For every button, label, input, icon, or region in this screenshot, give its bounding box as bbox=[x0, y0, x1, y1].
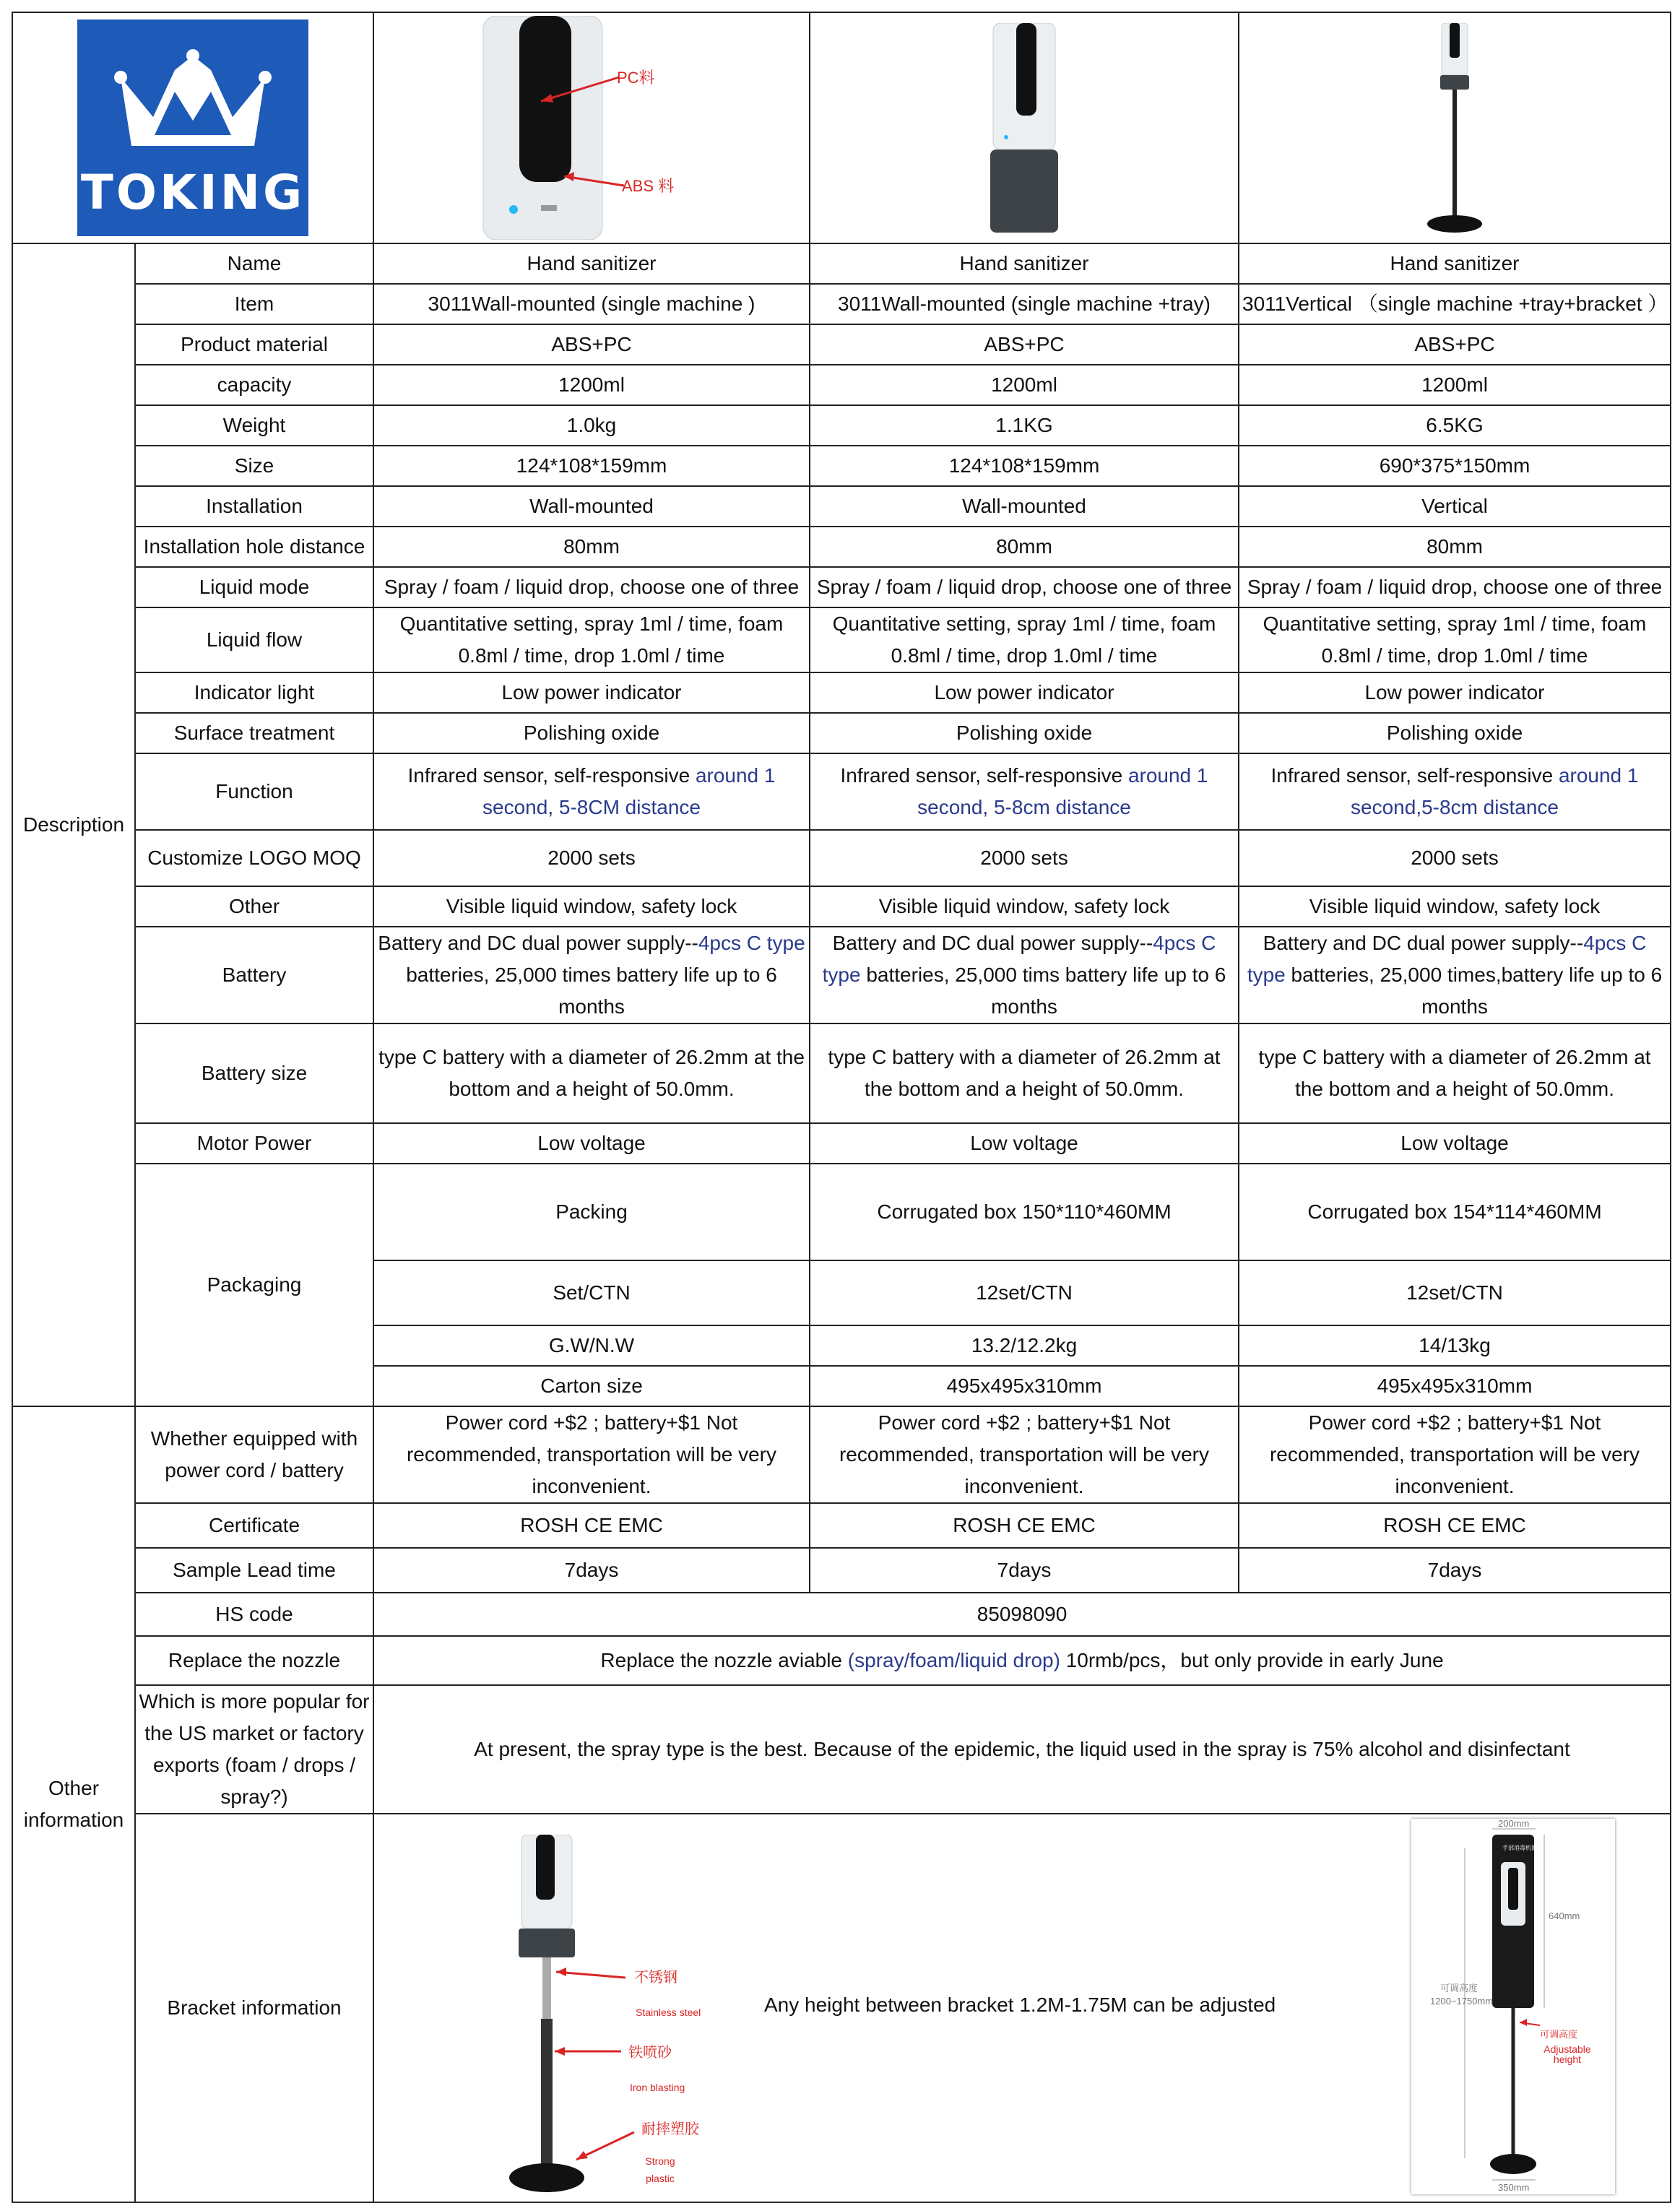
cell-value: 12set/CTN bbox=[1239, 1260, 1671, 1325]
row-power-cord bbox=[12, 1406, 1671, 1503]
cell-value: 80mm bbox=[1239, 527, 1671, 567]
battery-text: batteries, 25,000 tims battery life up to 6 months bbox=[860, 964, 1226, 1018]
row-popular bbox=[12, 1685, 1671, 1814]
dim-adjust-cn: 可调高度 bbox=[1540, 2029, 1578, 2040]
label-surface: Surface treatment bbox=[135, 713, 373, 753]
hs-code-value: 85098090 bbox=[373, 1593, 1671, 1636]
cell-value: ABS+PC bbox=[810, 324, 1239, 365]
cell-value: 3011Wall-mounted (single machine ) bbox=[373, 284, 810, 324]
bracket-description: Any height between bracket 1.2M-1.75M can be adjusted bbox=[764, 1994, 1276, 2016]
cell-value: Spray / foam / liquid drop, choose one of three bbox=[373, 567, 810, 607]
row-size bbox=[12, 446, 1671, 486]
cell-value: Wall-mounted bbox=[373, 486, 810, 527]
label-item: Item bbox=[135, 284, 373, 324]
cell-value: 2000 sets bbox=[1239, 830, 1671, 886]
dim-bottom: 350mm bbox=[1498, 2182, 1530, 2193]
cell-value: 6.5KG bbox=[1239, 405, 1671, 446]
cell-value: Wall-mounted bbox=[810, 486, 1239, 527]
label-other: Other bbox=[135, 886, 373, 927]
cell-value: 1200ml bbox=[1239, 365, 1671, 405]
cell-value: ABS+PC bbox=[373, 324, 810, 365]
cell-value: 124*108*159mm bbox=[810, 446, 1239, 486]
row-liquid-mode bbox=[12, 567, 1671, 607]
row-lead-time bbox=[12, 1548, 1671, 1593]
cell-value: ROSH CE EMC bbox=[1239, 1503, 1671, 1548]
product-image-cell-3 bbox=[1239, 12, 1671, 243]
label-hs-code: HS code bbox=[135, 1593, 373, 1636]
logo-cell bbox=[12, 12, 373, 243]
section-description: Description bbox=[12, 243, 135, 1406]
cell-value: Low power indicator bbox=[373, 672, 810, 713]
cell-value: 495x495x310mm bbox=[1239, 1366, 1671, 1406]
cell-value: 124*108*159mm bbox=[373, 446, 810, 486]
label-logo-moq: Customize LOGO MOQ bbox=[135, 830, 373, 886]
dim-adjust-en: Adjustable height bbox=[1543, 2043, 1591, 2065]
cell-value: 7days bbox=[1239, 1548, 1671, 1593]
cell-value: 3011Vertical （single machine +tray+bracket ） bbox=[1239, 284, 1671, 324]
battery-text: batteries, 25,000 times battery life up to 6 months bbox=[406, 964, 777, 1018]
battery-text: Battery and DC dual power supply-- bbox=[378, 932, 698, 954]
cell-value: Polishing oxide bbox=[810, 713, 1239, 753]
cell-value: Low voltage bbox=[1239, 1123, 1671, 1164]
label-lead-time: Sample Lead time bbox=[135, 1548, 373, 1593]
cell-value: type C battery with a diameter of 26.2mm at the bottom and a height of 50.0mm. bbox=[1239, 1023, 1671, 1123]
row-item bbox=[12, 284, 1671, 324]
row-installation bbox=[12, 486, 1671, 527]
label-weight: Weight bbox=[135, 405, 373, 446]
callout-plastic-en: Strong plastic bbox=[645, 2155, 675, 2184]
cell-value: 14/13kg bbox=[1239, 1325, 1671, 1366]
row-bracket bbox=[12, 1814, 1671, 2202]
battery-text: Battery and DC dual power supply-- bbox=[832, 932, 1153, 954]
cell-value: type C battery with a diameter of 26.2mm at the bottom and a height of 50.0mm. bbox=[810, 1023, 1239, 1123]
cell-value: Power cord +$2 ; battery+$1 Not recommended, transportation will be very inconvenient. bbox=[810, 1406, 1239, 1503]
cell-value: Polishing oxide bbox=[1239, 713, 1671, 753]
row-motor bbox=[12, 1123, 1671, 1164]
nozzle-text: 10rmb/pcs，but only provide in early June bbox=[1060, 1649, 1444, 1671]
product-image-wall-mounted bbox=[469, 16, 714, 240]
label-liquid-flow: Liquid flow bbox=[135, 607, 373, 672]
label-power-cord: Whether equipped with power cord / battery bbox=[135, 1406, 373, 1503]
row-indicator bbox=[12, 672, 1671, 713]
cell-value: Visible liquid window, safety lock bbox=[810, 886, 1239, 927]
label-capacity: capacity bbox=[135, 365, 373, 405]
cell-value: ABS+PC bbox=[1239, 324, 1671, 365]
callout-iron-cn: 铁喷砂 bbox=[628, 2045, 672, 2061]
row-battery bbox=[12, 927, 1671, 1023]
row-capacity bbox=[12, 365, 1671, 405]
label-motor: Motor Power bbox=[135, 1123, 373, 1164]
toking-logo bbox=[77, 20, 308, 236]
label-hole-distance: Installation hole distance bbox=[135, 527, 373, 567]
function-text: Infrared sensor, self-responsive bbox=[407, 764, 696, 787]
label-popular: Which is more popular for the US market or factory exports (foam / drops / spray?) bbox=[135, 1685, 373, 1814]
battery-text-highlight: 4pcs C type bbox=[822, 932, 1216, 986]
crown-icon bbox=[110, 48, 276, 157]
cell-value: Visible liquid window, safety lock bbox=[373, 886, 810, 927]
cell-value: Quantitative setting, spray 1ml / time, foam 0.8ml / time, drop 1.0ml / time bbox=[373, 607, 810, 672]
label-liquid-mode: Liquid mode bbox=[135, 567, 373, 607]
battery-text-highlight: 4pcs C type bbox=[1247, 932, 1647, 986]
product-image-with-tray bbox=[984, 23, 1064, 233]
cell-value: Quantitative setting, spray 1ml / time, foam 0.8ml / time, drop 1.0ml / time bbox=[1239, 607, 1671, 672]
row-nozzle bbox=[12, 1636, 1671, 1685]
row-function bbox=[12, 753, 1671, 830]
cell-value: Low power indicator bbox=[1239, 672, 1671, 713]
bracket-image-left bbox=[504, 1835, 742, 2196]
function-text-highlight: around 1 second, 5-8cm distance bbox=[917, 764, 1208, 818]
cell-value: 7days bbox=[810, 1548, 1239, 1593]
cell-value: 12set/CTN bbox=[810, 1260, 1239, 1325]
cell-value: Power cord +$2 ; battery+$1 Not recommended, transportation will be very inconvenient. bbox=[373, 1406, 810, 1503]
cell-value: 2000 sets bbox=[373, 830, 810, 886]
callout-plastic-cn: 耐摔塑胶 bbox=[641, 2121, 699, 2137]
function-text-highlight: around 1 second,5-8cm distance bbox=[1351, 764, 1639, 818]
callout-stainless-cn: 不锈钢 bbox=[634, 1970, 677, 1986]
row-battery-size bbox=[12, 1023, 1671, 1123]
cell-value bbox=[373, 753, 810, 830]
row-other bbox=[12, 886, 1671, 927]
label-indicator: Indicator light bbox=[135, 672, 373, 713]
battery-text-highlight: 4pcs C type bbox=[698, 932, 805, 954]
product-image-vertical bbox=[1426, 23, 1484, 233]
cell-value bbox=[1239, 753, 1671, 830]
row-certificate bbox=[12, 1503, 1671, 1548]
label-carton: Carton size bbox=[373, 1366, 810, 1406]
dim-top: 200mm bbox=[1498, 1818, 1530, 1829]
cell-value: Visible liquid window, safety lock bbox=[1239, 886, 1671, 927]
label-battery: Battery bbox=[135, 927, 373, 1023]
cell-value: Hand sanitizer bbox=[810, 243, 1239, 284]
cell-value: 1.1KG bbox=[810, 405, 1239, 446]
dim-upper: 640mm bbox=[1549, 1910, 1580, 1921]
product-image-cell-2 bbox=[810, 12, 1239, 243]
header-row bbox=[12, 12, 1671, 243]
label-bracket: Bracket information bbox=[135, 1814, 373, 2202]
section-other-information: Other information bbox=[12, 1406, 135, 2202]
label-name: Name bbox=[135, 243, 373, 284]
function-text: Infrared sensor, self-responsive bbox=[840, 764, 1128, 787]
callout-stainless-en: Stainless steel bbox=[636, 2007, 701, 2018]
nozzle-value bbox=[373, 1636, 1671, 1685]
function-text-highlight: around 1 second, 5-8CM distance bbox=[482, 764, 776, 818]
row-material bbox=[12, 324, 1671, 365]
label-size: Size bbox=[135, 446, 373, 486]
cell-value: 1.0kg bbox=[373, 405, 810, 446]
product-image-cell-1 bbox=[373, 12, 810, 243]
cell-value: Corrugated box 150*110*460MM bbox=[810, 1164, 1239, 1260]
dim-range: 1200~1750mm bbox=[1430, 1996, 1494, 2007]
bracket-content bbox=[374, 1814, 1671, 2202]
row-surface bbox=[12, 713, 1671, 753]
cell-value: Power cord +$2 ; battery+$1 Not recommended, transportation will be very inconvenient. bbox=[1239, 1406, 1671, 1503]
row-packing bbox=[12, 1164, 1671, 1260]
callout-iron-en: Iron blasting bbox=[630, 2082, 685, 2093]
label-installation: Installation bbox=[135, 486, 373, 527]
cell-value bbox=[1239, 927, 1671, 1023]
cell-value: 7days bbox=[373, 1548, 810, 1593]
cell-value: 80mm bbox=[810, 527, 1239, 567]
row-logo-moq bbox=[12, 830, 1671, 886]
cell-value: Spray / foam / liquid drop, choose one of three bbox=[1239, 567, 1671, 607]
cell-value: Quantitative setting, spray 1ml / time, foam 0.8ml / time, drop 1.0ml / time bbox=[810, 607, 1239, 672]
bracket-image-right bbox=[1411, 1819, 1615, 2194]
nozzle-text-highlight: (spray/foam/liquid drop) bbox=[847, 1649, 1060, 1671]
bracket-cell bbox=[373, 1814, 1671, 2202]
spec-table bbox=[12, 12, 1671, 2203]
label-packing: Packing bbox=[373, 1164, 810, 1260]
cell-value: ROSH CE EMC bbox=[373, 1503, 810, 1548]
label-material: Product material bbox=[135, 324, 373, 365]
cell-value: 1200ml bbox=[810, 365, 1239, 405]
cell-value: ROSH CE EMC bbox=[810, 1503, 1239, 1548]
row-hs-code bbox=[12, 1593, 1671, 1636]
section-packaging: Packaging bbox=[135, 1164, 373, 1406]
row-liquid-flow bbox=[12, 607, 1671, 672]
callout-pc: PC料 bbox=[617, 69, 655, 87]
label-gw-nw: G.W/N.W bbox=[373, 1325, 810, 1366]
cell-value: 3011Wall-mounted (single machine +tray) bbox=[810, 284, 1239, 324]
cell-value: 690*375*150mm bbox=[1239, 446, 1671, 486]
cell-value: 80mm bbox=[373, 527, 810, 567]
row-weight bbox=[12, 405, 1671, 446]
cell-value: 2000 sets bbox=[810, 830, 1239, 886]
cell-value: Hand sanitizer bbox=[1239, 243, 1671, 284]
nozzle-text: Replace the nozzle aviable bbox=[600, 1649, 848, 1671]
battery-text: batteries, 25,000 times,battery life up to 6 months bbox=[1285, 964, 1663, 1018]
dim-sign: 手部消毒机器人 bbox=[1502, 1845, 1543, 1851]
cell-value: type C battery with a diameter of 26.2mm at the bottom and a height of 50.0mm. bbox=[373, 1023, 810, 1123]
label-battery-size: Battery size bbox=[135, 1023, 373, 1123]
cell-value: Hand sanitizer bbox=[373, 243, 810, 284]
label-certificate: Certificate bbox=[135, 1503, 373, 1548]
cell-value: Spray / foam / liquid drop, choose one of three bbox=[810, 567, 1239, 607]
popular-value: At present, the spray type is the best. Because of the epidemic, the liquid used in the spray is 75% alcohol and disinfectant bbox=[373, 1685, 1671, 1814]
cell-value: Low power indicator bbox=[810, 672, 1239, 713]
cell-value: Vertical bbox=[1239, 486, 1671, 527]
label-function: Function bbox=[135, 753, 373, 830]
cell-value bbox=[373, 927, 810, 1023]
cell-value: Low voltage bbox=[373, 1123, 810, 1164]
cell-value: 495x495x310mm bbox=[810, 1366, 1239, 1406]
label-set-ctn: Set/CTN bbox=[373, 1260, 810, 1325]
cell-value bbox=[810, 927, 1239, 1023]
dim-range-cn: 可调高度 bbox=[1440, 1983, 1478, 1994]
row-hole-distance bbox=[12, 527, 1671, 567]
cell-value: 1200ml bbox=[373, 365, 810, 405]
row-name bbox=[12, 243, 1671, 284]
label-nozzle: Replace the nozzle bbox=[135, 1636, 373, 1685]
cell-value: Polishing oxide bbox=[373, 713, 810, 753]
cell-value bbox=[810, 753, 1239, 830]
callout-abs: ABS 料 bbox=[622, 177, 675, 195]
logo-text: TOKING bbox=[80, 165, 306, 220]
cell-value: Low voltage bbox=[810, 1123, 1239, 1164]
cell-value: 13.2/12.2kg bbox=[810, 1325, 1239, 1366]
battery-text: Battery and DC dual power supply-- bbox=[1263, 932, 1584, 954]
function-text: Infrared sensor, self-responsive bbox=[1270, 764, 1559, 787]
cell-value: Corrugated box 154*114*460MM bbox=[1239, 1164, 1671, 1260]
